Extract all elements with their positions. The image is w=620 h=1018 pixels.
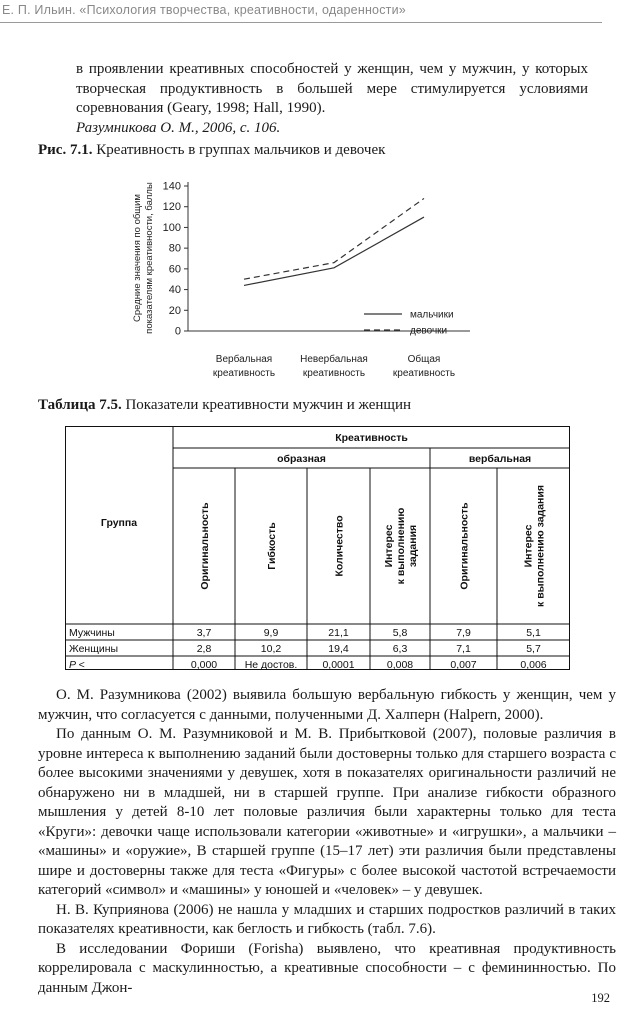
table-cell: 0,0001 xyxy=(322,659,355,670)
table-cell: 5,8 xyxy=(392,627,408,639)
table-column-header-line: Оригинальность xyxy=(199,502,211,590)
table-cell: 5,7 xyxy=(526,643,541,655)
figure-caption-text: Креативность в группах мальчиков и девочек xyxy=(96,142,386,158)
table-column-header xyxy=(334,515,346,576)
table-cell: 2,8 xyxy=(196,643,212,655)
paragraph: По данным О. М. Разумниковой и М. В. Прибытковой (2007), половые различия в уровне интереса к выполнению заданий были достоверны только для старшего возраста с более высокими значениями у девушек, хотя в показателях оригинальности различий не обнаружено ни в младшей, ни в старшей группе. При анализе гибкости образного мышления у детей 8-10 лет половые различия были характерны только для теста «Круги»: девочки чаще использовали категории «животные» и «игрушки», а мальчики – «машины» и «оружие», В старшей группе (15–17 лет) эти различия были представлены шире и достоверны также для теста «Фигуры» с более высокой частотой встречаемости категорий «символ» и «машины» у юношей и «человек» – у девушек. xyxy=(38,726,616,898)
table-cell: 6,3 xyxy=(392,643,408,655)
quote-text: в проявлении креативных способностей у женщин, чем у мужчин, у которых творческая продуктивность в большей мере стимулируется условиями соревнования (Geary, 1998; Hall, 1990). xyxy=(76,61,588,116)
table-cell: 0,007 xyxy=(450,659,477,670)
table-cell: 0,008 xyxy=(386,659,414,670)
legend-label: девочки xyxy=(410,325,448,337)
series-line-boys xyxy=(244,217,424,285)
table-cell: 5,1 xyxy=(526,627,541,639)
table-column-header xyxy=(199,502,211,590)
table-label: Таблица 7.5. xyxy=(38,397,122,413)
table-cell: Не достов. xyxy=(244,659,298,670)
table-caption xyxy=(38,397,411,414)
running-head: Е. П. Ильин. «Психология творчества, креативности, одаренности» xyxy=(0,0,602,23)
table-row-label: Женщины xyxy=(69,643,119,655)
y-tick-label: 100 xyxy=(162,221,181,234)
table-cell: 9,9 xyxy=(263,627,279,639)
table-column-header-line: к выполнению задания xyxy=(534,485,547,607)
y-tick-label: 20 xyxy=(168,304,181,317)
x-tick-label: Общая xyxy=(407,354,441,365)
table-top-header: Креативность xyxy=(335,432,408,444)
table-column-header xyxy=(266,522,278,570)
page-number: 192 xyxy=(591,991,610,1005)
x-tick-label: Вербальная xyxy=(215,354,273,365)
table-cell: 0,006 xyxy=(520,659,547,670)
x-tick-label: креативность xyxy=(392,368,456,379)
y-tick-label: 120 xyxy=(162,201,181,214)
x-tick-label: Невербальная xyxy=(300,354,368,365)
table-column-header-line: Интерес xyxy=(522,524,535,568)
x-tick-label: креативность xyxy=(302,368,366,379)
table-column-header-line: к выполнению xyxy=(395,507,407,585)
table-cell: 19,4 xyxy=(328,643,349,655)
quote-block xyxy=(76,60,588,138)
table-group-header: Группа xyxy=(100,517,138,529)
table-column-header-line: Оригинальность xyxy=(458,502,471,590)
table-column-header xyxy=(383,508,419,585)
table-cell: 3,7 xyxy=(196,627,212,639)
creativity-table xyxy=(65,426,570,670)
y-axis-label-line: Средние значения по общим xyxy=(132,194,143,322)
x-tick-label: креативность xyxy=(212,368,276,379)
legend-label: мальчики xyxy=(410,309,454,321)
table-column-header xyxy=(523,485,547,607)
figure-label: Рис. 7.1. xyxy=(38,142,93,158)
table-cell: 7,9 xyxy=(456,627,471,639)
table-column-header-line: Интерес xyxy=(383,524,395,568)
paragraph: О. М. Разумникова (2002) выявила большую вербальную гибкость у женщин, чем у мужчин, что согласуется с данными, полученными Д. Халперн (Halpern, 2000). xyxy=(38,687,616,723)
y-tick-label: 40 xyxy=(168,284,181,297)
table-row-label: Мужчины xyxy=(69,627,115,639)
y-tick-label: 0 xyxy=(174,325,181,338)
table-column-header-line: Количество xyxy=(333,515,346,577)
body-text xyxy=(38,686,616,998)
y-axis-label-line: показателям креативности, баллы xyxy=(144,182,155,334)
table-cell: 10,2 xyxy=(260,643,282,655)
y-axis-label xyxy=(132,182,155,334)
table-column-header xyxy=(459,502,471,590)
table-cell: 7,1 xyxy=(456,643,471,655)
table-caption-text: Показатели креативности мужчин и женщин xyxy=(125,397,412,413)
paragraph: В исследовании Фориши (Forisha) выявлено, что креативная продуктивность коррелировала с маскулинностью, а креативные способности – с фемининностью. По данным Джон- xyxy=(38,940,616,996)
table-sub-header: вербальная xyxy=(468,453,532,465)
figure-caption xyxy=(38,142,385,159)
quote-source: Разумникова О. М., 2006, с. 106. xyxy=(76,119,281,136)
series-line-girls xyxy=(244,198,424,279)
y-tick-label: 60 xyxy=(168,263,181,276)
table-row-label: P < xyxy=(69,659,85,670)
table-cell: 21,1 xyxy=(328,627,349,639)
table-sub-header: образная xyxy=(277,453,326,465)
y-tick-label: 80 xyxy=(168,242,181,255)
y-tick-label: 140 xyxy=(162,180,181,193)
line-chart xyxy=(120,168,480,390)
table-cell: 0,000 xyxy=(190,659,218,670)
table-column-header-line: Гибкость xyxy=(266,522,278,570)
paragraph: Н. В. Куприянова (2006) не нашла у младших и старших подростков различий в таких показателях креативности, как беглость и гибкость (табл. 7.6). xyxy=(38,901,616,937)
table-column-header-line: задания xyxy=(407,524,419,568)
